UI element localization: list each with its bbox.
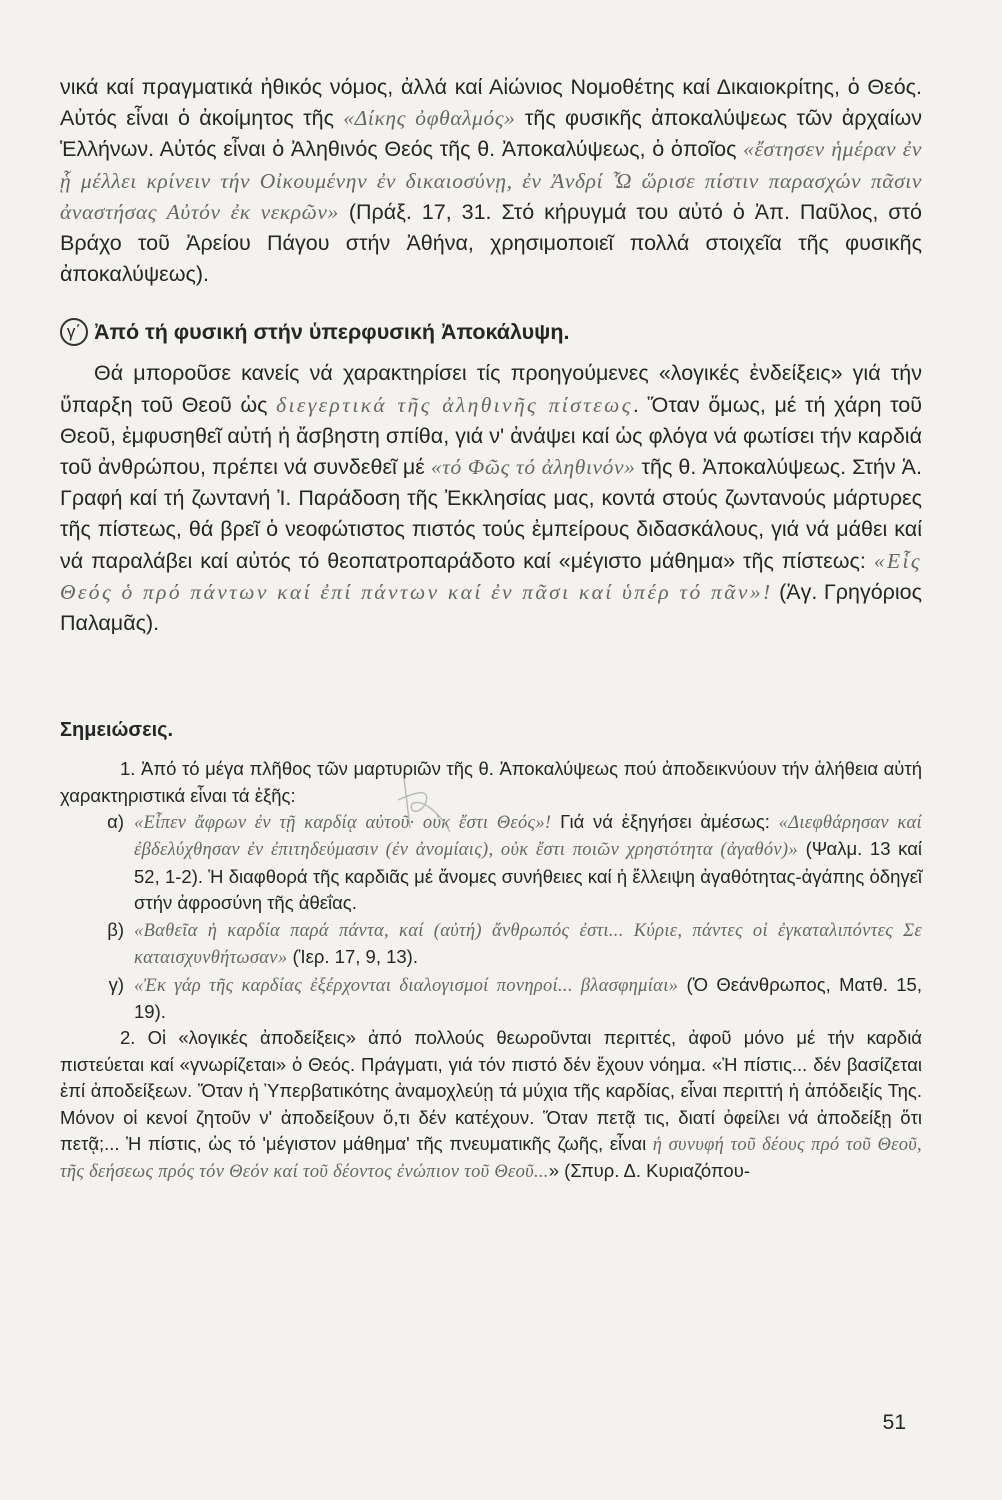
text-run: (Ὁ Θεάνθρωπος, Ματθ. 15, 19). [134, 973, 922, 1022]
note-body [134, 972, 922, 1026]
section-title: Ἀπό τή φυσική στήν ὑπερφυσική Ἀποκάλυψη. [94, 319, 570, 344]
quote: «Διεφθάρησαν καί ἐβδελύχθησαν ἐν ἐπιτηδεύμασιν (ἐν ἀνομίαις), οὐκ ἔστι ποιῶν χρηστότητα (ἀγαθόν)» [134, 813, 923, 861]
paragraph-2 [60, 358, 922, 639]
quote: «τό Φῶς τό ἀληθινόν» [430, 455, 636, 480]
section-label-circled: γ΄ [60, 318, 88, 346]
section-heading [60, 318, 922, 346]
note-item-c [60, 972, 922, 1026]
text-run: 2. Οἱ «λογικές ἀποδείξεις» ἀπό πολλούς θεωροῦνται περιττές, ἀφοῦ μόνο μέ τήν καρδιά πιστεύεται καί «γνωρίζεται» ὁ Θεός. Πράγματι, γιά τόν πιστό δέν ἔχουν νόημα. «Ἡ πίστις... δέν βασίζεται ἐπί ἀποδείξεων. Ὅταν ἡ Ὑπερβατικότης ἀναμοχλεύῃ τά μύχια τῆς καρδίας, εἶναι περιττή ἡ ἀπόδειξίς Της. Μόνον οἱ κενοί ζητοῦν ν' ἀποδείξουν ὅ,τι δέν κατέχουν. Ὅταν πετᾷ τις, διατί ὀφείλει νά ἀποδείξῃ ὅτι πετᾷ;... Ἡ πίστις, ὡς τό 'μέγιστον μάθημα' τῆς πνευματικῆς ζωῆς, εἶναι [60, 1027, 922, 1154]
text-run: τῆς θ. Ἀποκαλύψεως. Στήν Ἁ. Γραφή καί τή ζωντανή Ἱ. Παράδοση τῆς Ἐκκλησίας μας, κοντά στούς ζωντανούς μάρτυρες τῆς πίστεως, θά βρεῖ ὁ νεοφώτιστος πιστός τούς ἐμπείρους διδασκάλους, γιά νά μάθει καί νά παραλάβει καί αὐτός τό θεοπατροπαράδοτο καί «μέγιστο μάθημα» τῆς πίστεως: [60, 455, 922, 573]
text-run: . Ὅταν ὅμως, μέ τή χάρη τοῦ Θεοῦ, ἐμφυσηθεῖ αὐτή ἡ ἄσβηστη σπίθα, γιά ν' ἀνάψει καί ὡς φλόγα νά φωτίσει τήν καρδιά τοῦ ἀνθρώπου, πρέπει νά συνδεθεῖ μέ [60, 392, 922, 480]
emphasis: ἡ συνυφή τοῦ δέους πρό τοῦ Θεοῦ, τῆς δεήσεως πρός τόν Θεόν καί τοῦ δέοντος ἐνώπιον τοῦ Θεοῦ... [60, 1134, 922, 1183]
text-run: Θά μποροῦσε κανείς νά χαρακτηρίσει τίς προηγούμενες «λογικές ἐνδείξεις» γιά τήν ὕπαρξη τοῦ Θεοῦ ὡς [60, 361, 922, 417]
quote: «Βαθεῖα ἡ καρδία παρά πάντα, καί (αὐτή) ἄνθρωπός ἐστι... Κύριε, πάντες οἱ ἐγκαταλιπόντες Σε καταισχυνθήτωσαν» [134, 920, 922, 969]
handwritten-mark [390, 770, 470, 840]
text-run: νικά καί πραγματικά ἠθικός νόμος, ἀλλά καί Αἰώνιος Νομοθέτης καί Δικαιοκρίτης, ὁ Θεός. Αὐτός εἶναι ὁ ἀκοίμητος τῆς [60, 75, 922, 131]
text-run: Γιά νά ἐξηγήσει ἀμέσως: [551, 811, 779, 833]
note-item-a [60, 809, 922, 917]
note-body [134, 809, 922, 917]
note-label: γ) [108, 973, 124, 995]
text-run: (Ἁγ. Γρηγόριος Παλαμᾶς). [60, 579, 922, 636]
quote: «ἔστησεν ἡμέραν ἐν ᾗ μέλλει κρίνειν τήν Οἰκουμένην ἐν δικαιοσύνῃ, ἐν Ἀνδρί Ὧ ὥρισε πίστιν παρασχών πᾶσιν ἀναστήσας Αὐτόν ἐκ νεκρῶν» [60, 137, 922, 224]
note-2 [60, 1025, 922, 1185]
note-1-intro: 1. Ἀπό τό μέγα πλῆθος τῶν μαρτυριῶν τῆς θ. Ἀποκαλύψεως πού ἀποδεικνύουν τήν ἀλήθεια αὐτή χαρακτηριστικά εἶναι τά ἑξῆς: [60, 758, 922, 806]
text-run: » (Σπυρ. Δ. Κυριαζόπου- [548, 1160, 750, 1182]
quote: «Εἶπεν ἄφρων ἐν τῇ καρδίᾳ αὐτοῦ· οὐκ ἔστι Θεός»! [134, 813, 552, 834]
emphasis: διεγερτικά τῆς ἀληθινῆς πίστεως [276, 392, 633, 417]
page-content [60, 72, 922, 1186]
note-body [134, 917, 922, 972]
note-label: α) [107, 811, 124, 833]
notes [60, 756, 922, 1186]
quote: «Δίκης ὀφθαλμός» [343, 106, 516, 131]
quote: «Ἐκ γάρ τῆς καρδίας ἐξέρχονται διαλογισμοί πονηροί... βλασφημίαι» [134, 975, 679, 996]
note-item-b [60, 917, 922, 972]
note-label: β) [107, 918, 124, 940]
page-number: 51 [882, 1411, 906, 1434]
notes-title: Σημειώσεις. [60, 719, 174, 742]
text-run: (Ψαλμ. 13 καί 52, 1-2). Ἡ διαφθορά τῆς καρδιᾶς μέ ἄνομες συνήθειες καί ἡ ἔλλειψη ἀγαθότητας-ἀγάπης ὁδηγεῖ στήν ἀφροσύνη τῆς ἀθεΐας. [134, 838, 923, 914]
text-run: (Πράξ. 17, 31. Στό κήρυγμά του αὐτό ὁ Ἀπ. Παῦλος, στό Βράχο τοῦ Ἀρείου Πάγου στήν Ἀθήνα, χρησιμοποιεῖ πολλά στοιχεῖα τῆς φυσικῆς ἀποκαλύψεως). [60, 199, 922, 287]
paragraph-1 [60, 72, 922, 290]
quote: «Εἷς Θεός ὁ πρό πάντων καί ἐπί πάντων καί ἐν πᾶσι καί ὑπέρ τό πᾶν»! [60, 548, 922, 604]
text-run: τῆς φυσικῆς ἀποκαλύψεως τῶν ἀρχαίων Ἑλλήνων. Αὐτός εἶναι ὁ Ἀληθινός Θεός τῆς θ. Ἀποκαλύψεως, ὁ ὁποῖος [60, 106, 922, 162]
text-run: (Ἱερ. 17, 9, 13). [287, 946, 418, 968]
